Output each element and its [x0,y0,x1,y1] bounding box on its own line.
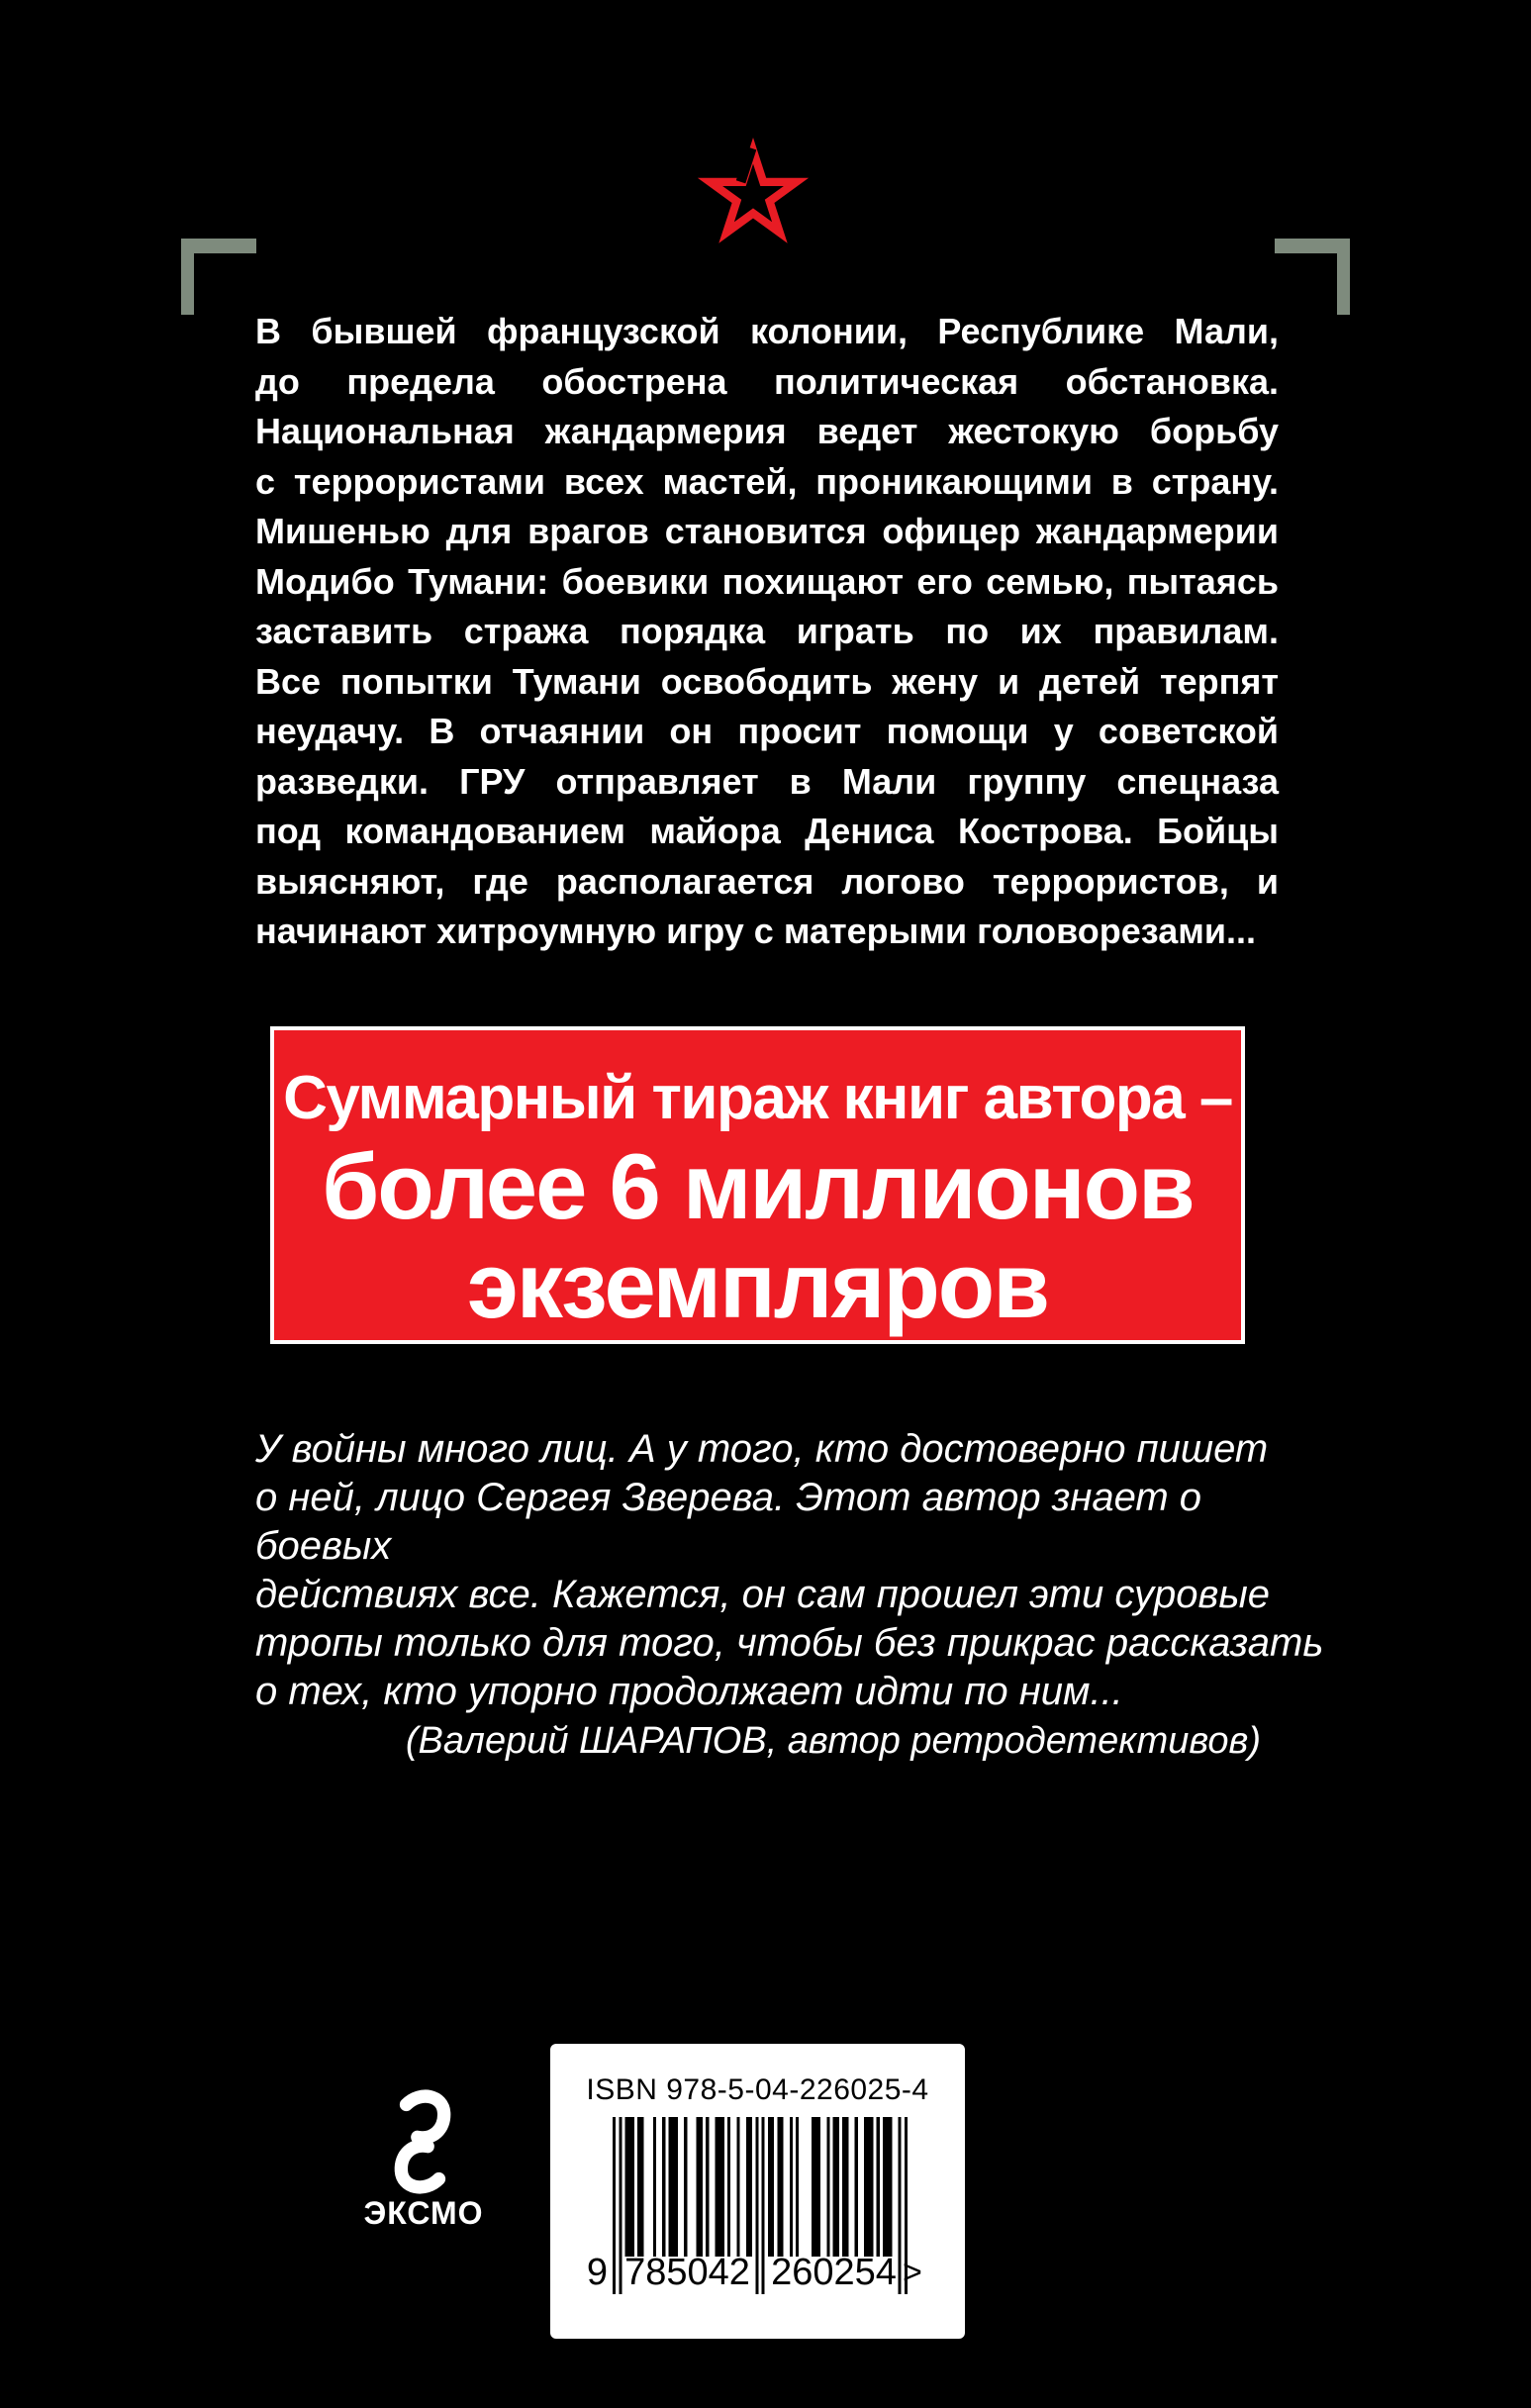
banner-line-1: Суммарный тираж книг автора – [283,1064,1232,1132]
review-quote [255,1425,1346,1716]
eksmo-logo-icon [392,2088,453,2195]
text-line: В бывшей французской колонии, Республике Мали, [255,311,1279,351]
eksmo-logo-text: ЭКСМО [363,2195,484,2231]
text-line: заставить стража порядка играть по их правилам. [255,611,1279,651]
text-line: Модибо Тумани: боевики похищают его семью, пытаясь [255,560,1279,602]
text-line: с террористами всех мастей, проникающими в страну. [255,460,1279,502]
banner-line-3: экземпляров [467,1233,1048,1337]
text-line: начинают хитроумную игру с матерыми головорезами... [255,911,1257,951]
text-line: до предела обострена политическая обстановка. [255,360,1279,402]
banner-line-2: более 6 миллионов [322,1134,1194,1238]
barcode-digits-left-group: 785042 [624,2252,750,2293]
quote-attribution: (Валерий ШАРАПОВ, автор ретродетективов) [405,1720,1261,1762]
isbn-text: ISBN 978-5-04-226025-4 [586,2073,929,2106]
text-line: тропы только для того, чтобы без прикрас рассказать [255,1621,1324,1665]
barcode-digits-right-group: 260254 [771,2252,897,2293]
barcode-quiet-zone-arrow: > [903,2254,922,2291]
corner-bracket-left [181,239,256,315]
annotation-text [255,307,1279,957]
print-run-banner [270,1026,1245,1344]
text-line: Все попытки Тумани освободить жену и детей терпят [255,660,1279,702]
text-line: о тех, кто упорно продолжает идти по ним... [255,1670,1123,1713]
text-line: неудачу. В отчаянии он просит помощи у советской [255,711,1279,751]
red-star-icon [693,136,813,256]
barcode-digit-first: 9 [586,2252,608,2293]
text-line: под командованием майора Дениса Кострова. Бойцы [255,811,1279,851]
text-line: выясняют, где располагается логово террористов, и [255,860,1279,902]
text-line: разведки. ГРУ отправляет в Мали группу спецназа [255,760,1279,802]
text-line: Национальная жандармерия ведет жестокую борьбу [255,411,1279,451]
text-line: о ней, лицо Сергея Зверева. Этот автор знает о боевых [255,1476,1202,1568]
text-line: Мишенью для врагов становится офицер жандармерии [255,511,1279,551]
barcode-panel [550,2044,965,2339]
corner-bracket-right [1275,239,1350,315]
text-line: действиях все. Кажется, он сам прошел эти суровые [255,1573,1270,1616]
text-line: У войны много лиц. А у того, кто достоверно пишет [255,1427,1269,1471]
